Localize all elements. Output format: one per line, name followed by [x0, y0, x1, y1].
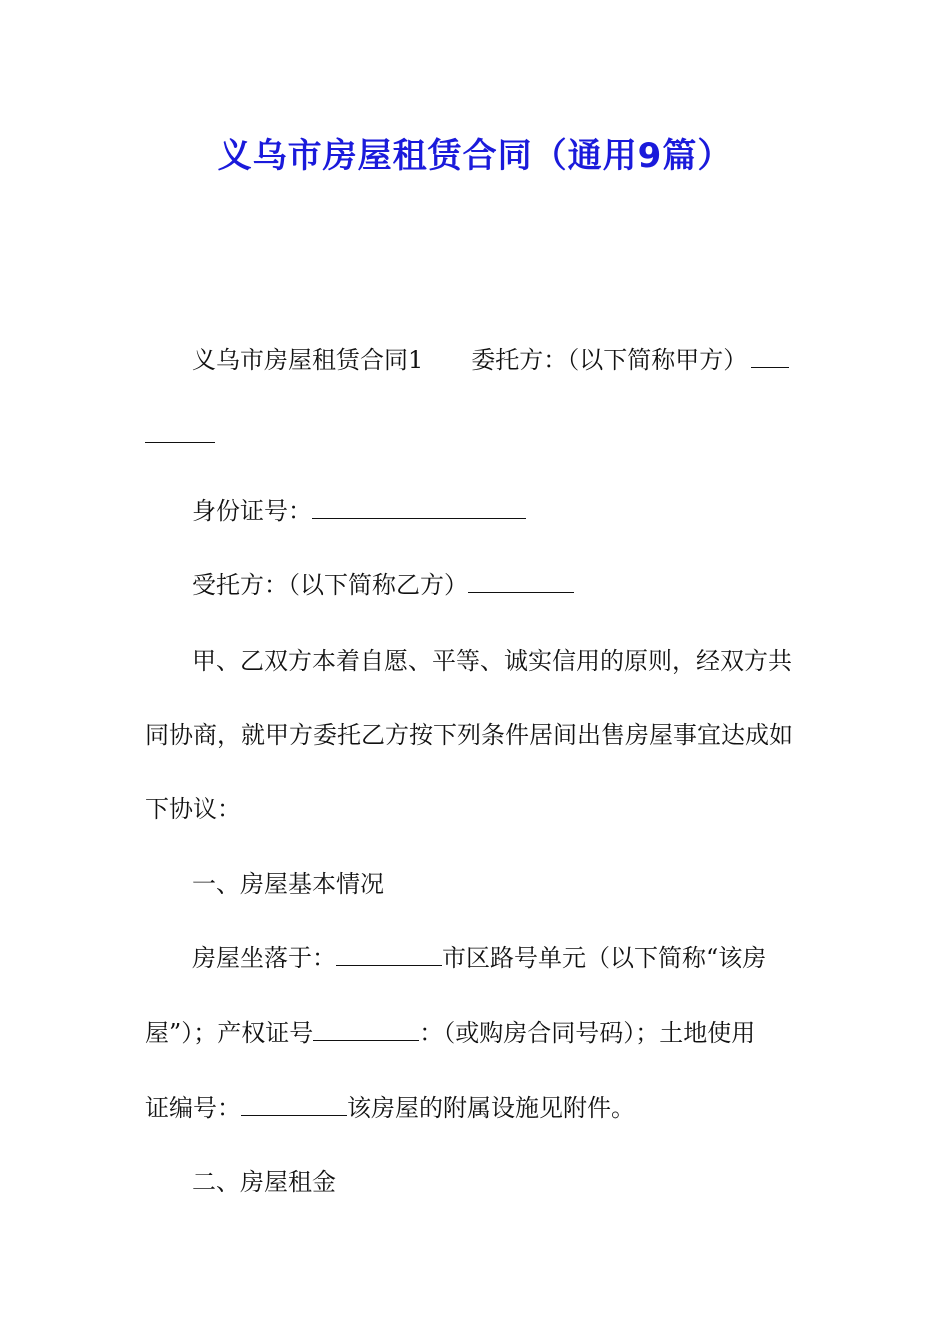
paragraph-text: 下协议：: [145, 795, 241, 823]
land-cert-label: 证编号：: [145, 1094, 241, 1122]
location-blank: [336, 943, 442, 966]
id-number-blank: [312, 496, 526, 519]
id-number-label: 身份证号：: [192, 497, 312, 525]
paragraph-line-4: [192, 646, 792, 676]
paragraph-text: 同协商，就甲方委托乙方按下列条件居间出售房屋事宜达成如: [145, 721, 793, 749]
paragraph-line-10: [145, 1093, 635, 1123]
paragraph-text: 市区路号单元（以下简称“该房: [442, 944, 767, 972]
contract-heading: 义乌市房屋租赁合同1: [192, 346, 424, 374]
paragraph-text: ：（或购房合同号码）；土地使用: [419, 1019, 756, 1047]
paragraph-line-1-continued: [145, 420, 215, 450]
agent-party-label: 受托方：（以下简称乙方）: [192, 571, 468, 599]
paragraph-line-3: [192, 570, 574, 600]
paragraph-line-5: [145, 720, 793, 750]
client-name-blank: [751, 345, 789, 368]
location-label: 房屋坐落于：: [192, 944, 336, 972]
agent-name-blank: [468, 570, 574, 593]
paragraph-text: 甲、乙双方本着自愿、平等、诚实信用的原则，经双方共: [192, 647, 792, 675]
section-heading-2: [192, 1167, 336, 1197]
paragraph-text: 该房屋的附属设施见附件。: [347, 1094, 635, 1122]
client-name-blank-continued: [145, 420, 215, 443]
property-cert-blank: [313, 1018, 419, 1041]
paragraph-line-8: [192, 943, 766, 973]
client-party-label: 委托方：（以下简称甲方）: [471, 346, 748, 374]
land-cert-blank: [241, 1093, 347, 1116]
section-heading-text: 一、房屋基本情况: [192, 870, 384, 898]
section-heading-text: 二、房屋租金: [192, 1168, 336, 1196]
paragraph-line-6: [145, 794, 241, 824]
property-cert-label: 屋”）；产权证号: [145, 1019, 314, 1047]
paragraph-line-2: [192, 496, 526, 526]
paragraph-line-1: [192, 345, 789, 375]
paragraph-line-9: [145, 1018, 755, 1048]
document-title: 义乌市房屋租赁合同（通用9篇）: [217, 136, 733, 176]
section-heading-1: [192, 869, 384, 899]
